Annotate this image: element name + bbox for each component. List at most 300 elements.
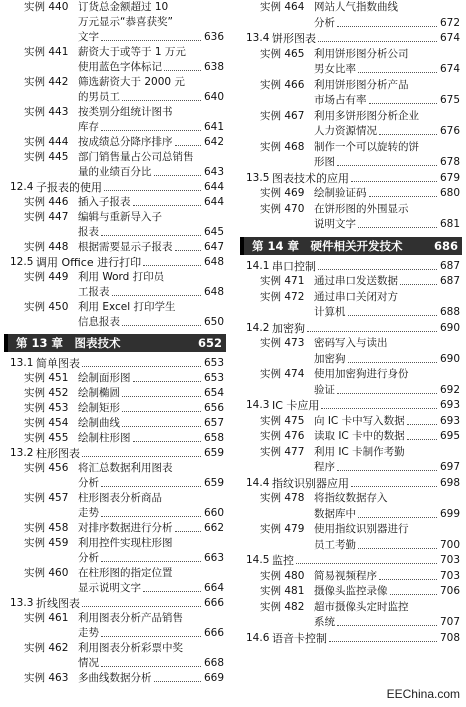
entry-page-number: 693 (439, 414, 460, 427)
entry-title: 男女比率 (314, 63, 356, 75)
toc-entry[interactable] (240, 78, 462, 93)
entry-page-number: 636 (203, 31, 224, 43)
toc-entry[interactable] (4, 210, 226, 225)
entry-title: 工报表 (78, 286, 110, 298)
watermark: EEChina.com (386, 687, 460, 701)
dot-leader (101, 561, 201, 562)
entry-page-number: 656 (203, 402, 224, 414)
toc-entry[interactable] (240, 155, 462, 170)
toc-entry[interactable] (240, 414, 462, 429)
dot-leader (122, 100, 201, 101)
entry-title: 绘制矩形 (78, 402, 120, 414)
dot-leader (133, 441, 201, 442)
toc-entry[interactable] (4, 656, 226, 671)
dot-leader (101, 486, 201, 487)
entry-label: 实例 470 (260, 202, 305, 215)
dot-leader (122, 396, 201, 397)
entry-title: 编辑与重新导入子 (78, 211, 162, 223)
toc-entry[interactable] (240, 491, 462, 506)
toc-entry[interactable] (240, 383, 462, 398)
chapter-page: 686 (433, 238, 458, 253)
entry-title: 饼形图表 (272, 32, 316, 45)
entry-title: 加密狗 (314, 352, 346, 365)
dot-leader (143, 591, 201, 592)
entry-page-number: 674 (439, 32, 460, 44)
toc-entry[interactable] (240, 352, 462, 367)
dot-leader (164, 70, 201, 71)
toc-entry[interactable] (4, 536, 226, 551)
entry-page-number: 679 (439, 171, 460, 184)
entry-title: 情况 (78, 657, 99, 669)
entry-label: 实例 464 (260, 1, 305, 13)
entry-title: 筛选薪资大于 2000 元 (78, 76, 185, 88)
toc-section-entry[interactable] (4, 446, 226, 461)
toc-entry[interactable] (240, 429, 462, 444)
entry-title: 分析 (78, 552, 99, 564)
dot-leader (379, 579, 437, 580)
entry-title: 利用 IC 卡制作考勤 (314, 445, 405, 458)
entry-label: 实例 453 (24, 402, 69, 414)
toc-entry[interactable] (240, 16, 462, 31)
entry-title: 文字 (78, 31, 99, 43)
dot-leader (112, 295, 201, 296)
entry-page-number: 664 (203, 582, 224, 594)
dot-leader (337, 470, 437, 471)
dot-leader (101, 666, 201, 667)
toc-entry[interactable] (4, 671, 226, 686)
entry-label: 实例 482 (260, 600, 305, 613)
entry-label: 12.5 (10, 256, 34, 268)
entry-label: 实例 459 (24, 537, 69, 549)
toc-entry[interactable] (240, 140, 462, 155)
entry-title: 利用控件实现柱形图 (78, 537, 173, 549)
entry-label: 实例 480 (260, 569, 305, 582)
dot-leader (407, 439, 437, 440)
entry-label: 实例 445 (24, 151, 69, 163)
toc-entry[interactable] (4, 45, 226, 60)
entry-label: 13.4 (246, 32, 270, 44)
entry-page-number: 681 (439, 218, 460, 230)
entry-title: 在饼形图的外围显示 (314, 202, 409, 215)
toc-entry[interactable] (240, 600, 462, 615)
toc-section-entry[interactable] (4, 255, 226, 270)
entry-page-number: 650 (203, 316, 224, 328)
entry-label: 实例 474 (260, 368, 305, 380)
entry-page-number: 676 (439, 125, 460, 137)
dot-leader (369, 196, 437, 197)
entry-title: 向 IC 卡中写入数据 (314, 414, 405, 427)
toc-entry[interactable] (4, 75, 226, 90)
toc-entry[interactable] (4, 150, 226, 165)
entry-page-number: 666 (203, 597, 224, 609)
entry-label: 实例 458 (24, 522, 69, 534)
entry-title: 利用 Word 打印员 (78, 271, 165, 283)
toc-entry[interactable] (4, 120, 226, 135)
entry-label: 实例 444 (24, 136, 69, 148)
entry-title: 万元显示“恭喜获奖” (78, 16, 173, 28)
entry-title: 多曲线数据分析 (78, 672, 152, 684)
toc-section-entry[interactable] (4, 596, 226, 611)
entry-label: 实例 456 (24, 462, 69, 474)
toc-entry[interactable] (4, 566, 226, 581)
dot-leader (348, 362, 437, 363)
dot-leader (337, 26, 437, 27)
toc-entry[interactable] (4, 315, 226, 330)
dot-leader (175, 145, 201, 146)
entry-page-number: 672 (439, 16, 460, 29)
toc-entry[interactable] (240, 274, 462, 289)
toc-entry[interactable] (4, 30, 226, 45)
toc-section-entry[interactable] (240, 398, 462, 413)
dot-leader (358, 72, 437, 73)
chapter-heading[interactable] (8, 334, 226, 352)
entry-title: 使用蓝色字体标记 (78, 61, 162, 73)
toc-entry[interactable] (4, 300, 226, 315)
entry-label: 13.3 (10, 597, 34, 609)
toc-entry[interactable] (240, 367, 462, 382)
entry-label: 14.2 (246, 321, 270, 334)
toc-entry[interactable] (240, 445, 462, 460)
entry-label: 14.4 (246, 476, 270, 489)
entry-label: 14.6 (246, 631, 270, 644)
dot-leader (101, 516, 201, 517)
dot-leader (348, 315, 437, 316)
entry-page-number: 690 (439, 352, 460, 365)
entry-label: 实例 481 (260, 585, 305, 597)
entry-page-number: 700 (439, 538, 460, 551)
entry-page-number: 698 (439, 476, 460, 489)
toc-entry[interactable] (4, 506, 226, 521)
dot-leader (321, 408, 437, 409)
entry-title: 绘制椭圆 (78, 387, 120, 399)
entry-page-number: 706 (439, 585, 460, 597)
toc-entry[interactable] (4, 491, 226, 506)
entry-label: 实例 466 (260, 78, 305, 91)
entry-title: 按成绩总分降序排序 (78, 136, 173, 148)
entry-title: 将指纹数据存入 (314, 492, 388, 504)
entry-title: 部门销售量占公司总销售 (78, 151, 194, 163)
entry-label: 实例 447 (24, 211, 69, 223)
entry-title: 量的业绩百分比 (78, 166, 152, 178)
entry-label: 实例 441 (24, 46, 69, 58)
entry-title: 程序 (314, 461, 335, 473)
entry-page-number: 657 (203, 417, 224, 429)
toc-section-entry[interactable] (240, 321, 462, 336)
entry-title: 使用加密狗进行身份 (314, 368, 409, 380)
entry-label: 实例 460 (24, 567, 69, 579)
dot-leader (400, 284, 437, 285)
entry-title: 利用图表分析彩票中奖 (78, 642, 183, 654)
entry-title: 绘制验证码 (314, 187, 367, 199)
toc-entry[interactable] (240, 584, 462, 599)
entry-title: 将汇总数据利用图表 (78, 462, 173, 474)
chapter-title: 第 14 章 硬件相关开发技术 (252, 238, 403, 253)
toc-entry[interactable] (4, 285, 226, 300)
toc-entry[interactable] (240, 507, 462, 522)
toc-entry[interactable] (4, 626, 226, 641)
entry-page-number: 666 (203, 627, 224, 639)
entry-title: 根据需要显示子报表 (78, 241, 173, 253)
entry-label: 实例 463 (24, 672, 69, 684)
entry-page-number: 675 (439, 94, 460, 106)
toc-entry[interactable] (4, 225, 226, 240)
toc-entry[interactable] (240, 460, 462, 475)
entry-label: 实例 450 (24, 301, 69, 313)
entry-page-number: 662 (203, 522, 224, 534)
toc-entry[interactable] (240, 0, 462, 15)
toc-entry[interactable] (4, 135, 226, 150)
dot-leader (122, 426, 201, 427)
toc-entry[interactable] (4, 461, 226, 476)
toc-entry[interactable] (240, 217, 462, 232)
toc-entry[interactable] (240, 305, 462, 320)
toc-entry[interactable] (4, 611, 226, 626)
entry-title: 人力资源情况 (314, 125, 377, 137)
dot-leader (104, 190, 201, 191)
entry-title: 系统 (314, 616, 335, 628)
dot-leader (379, 134, 437, 135)
entry-label: 实例 476 (260, 430, 305, 442)
entry-title: 通过串口发送数据 (314, 275, 398, 287)
entry-label: 14.5 (246, 554, 270, 566)
entry-title: 薪资大于或等于 1 万元 (78, 46, 186, 58)
entry-title: 利用多饼形图分析企业 (314, 109, 419, 122)
entry-label: 实例 465 (260, 47, 305, 60)
entry-label: 实例 469 (260, 187, 305, 199)
dot-leader (337, 165, 437, 166)
toc-section-entry[interactable] (240, 631, 462, 646)
toc-entry[interactable] (4, 476, 226, 491)
entry-page-number: 687 (439, 259, 460, 272)
chapter-bar (4, 334, 8, 352)
dot-leader (307, 331, 437, 332)
toc-section-entry[interactable] (240, 259, 462, 274)
entry-title: 使用指纹识别器进行 (314, 523, 409, 535)
entry-label: 实例 443 (24, 106, 69, 118)
entry-title: 走势 (78, 507, 99, 519)
chapter-bar (240, 237, 244, 255)
toc-entry[interactable] (4, 521, 226, 536)
dot-leader (101, 636, 201, 637)
toc-entry[interactable] (240, 124, 462, 139)
entry-title: IC 卡应用 (272, 399, 320, 412)
entry-page-number: 659 (203, 447, 224, 459)
entry-page-number: 645 (203, 226, 224, 238)
dot-leader (390, 594, 437, 595)
toc-entry[interactable] (240, 109, 462, 124)
dot-leader (133, 381, 201, 382)
entry-page-number: 688 (439, 306, 460, 318)
chapter-heading[interactable] (244, 237, 462, 255)
dot-leader (329, 641, 437, 642)
entry-page-number: 678 (439, 156, 460, 168)
entry-title: 调用 Office 进行打印 (36, 256, 142, 269)
entry-title: 说明文字 (314, 218, 356, 230)
entry-page-number: 654 (203, 387, 224, 399)
entry-label: 实例 449 (24, 271, 69, 283)
entry-page-number: 697 (439, 461, 460, 473)
toc-entry[interactable] (240, 62, 462, 77)
entry-title: 走势 (78, 627, 99, 639)
toc-entry[interactable] (240, 202, 462, 217)
dot-leader (318, 269, 437, 270)
entry-page-number: 669 (203, 672, 224, 684)
entry-title: 串口控制 (272, 259, 316, 273)
dot-leader (154, 175, 201, 176)
entry-title: 语音卡控制 (272, 631, 327, 645)
entry-page-number: 674 (439, 63, 460, 75)
entry-title: 在柱形图的指定位置 (78, 567, 173, 579)
entry-title: 验证 (314, 383, 335, 396)
entry-label: 实例 457 (24, 492, 69, 504)
toc-section-entry[interactable] (240, 553, 462, 568)
toc-entry[interactable] (240, 290, 462, 305)
entry-title: 折线图表 (36, 597, 80, 610)
entry-title: 简单图表 (36, 357, 80, 370)
dot-leader (337, 393, 437, 394)
entry-title: 利用饼形图分析产品 (314, 78, 409, 91)
entry-title: 图表技术的应用 (272, 171, 349, 185)
toc-entry[interactable] (4, 270, 226, 285)
entry-title: 读取 IC 卡中的数据 (314, 430, 405, 442)
dot-leader (101, 40, 201, 41)
entry-label: 实例 467 (260, 109, 305, 122)
entry-label: 实例 475 (260, 414, 305, 427)
toc-entry[interactable] (4, 416, 226, 431)
toc-entry[interactable] (4, 371, 226, 386)
entry-page-number: 644 (203, 181, 224, 193)
entry-label: 实例 452 (24, 387, 69, 399)
entry-title: 通过串口关闭对方 (314, 290, 398, 303)
dot-leader (318, 41, 437, 42)
toc-entry[interactable] (4, 105, 226, 120)
toc-entry[interactable] (4, 15, 226, 30)
entry-label: 实例 455 (24, 432, 69, 444)
toc-entry[interactable] (240, 47, 462, 62)
entry-page-number: 648 (203, 256, 224, 268)
toc-entry[interactable] (4, 551, 226, 566)
toc-entry[interactable] (4, 60, 226, 75)
dot-leader (369, 103, 437, 104)
entry-title: 显示说明文字 (78, 582, 141, 594)
entry-title: 利用图表分析产品销售 (78, 612, 183, 624)
dot-leader (358, 517, 437, 518)
entry-title: 密码写入与读出 (314, 337, 388, 349)
entry-page-number: 643 (203, 166, 224, 178)
dot-leader (351, 181, 437, 182)
toc-entry[interactable] (4, 401, 226, 416)
dot-leader (122, 325, 201, 326)
entry-page-number: 699 (439, 507, 460, 520)
dot-leader (351, 486, 437, 487)
entry-title: 简易视频程序 (314, 569, 377, 582)
entry-title: 柱形图表分析商品 (78, 492, 162, 504)
toc-entry[interactable] (240, 615, 462, 630)
entry-title: 监控 (272, 554, 294, 567)
toc-section-entry[interactable] (240, 171, 462, 186)
entry-label: 实例 462 (24, 642, 69, 654)
dot-leader (175, 531, 201, 532)
entry-page-number: 658 (203, 432, 224, 444)
entry-label: 实例 478 (260, 492, 305, 504)
dot-leader (337, 625, 437, 626)
toc-entry[interactable] (4, 90, 226, 105)
entry-label: 实例 468 (260, 140, 305, 153)
entry-title: 利用饼形图分析公司 (314, 47, 409, 60)
toc-entry[interactable] (4, 431, 226, 446)
dot-leader (101, 130, 201, 131)
entry-page-number: 647 (203, 241, 224, 253)
entry-page-number: 703 (439, 569, 460, 582)
toc-section-entry[interactable] (240, 476, 462, 491)
entry-label: 实例 473 (260, 337, 305, 349)
toc-entry[interactable] (4, 240, 226, 255)
entry-title: 市场占有率 (314, 94, 367, 106)
entry-label: 14.3 (246, 399, 270, 411)
toc-entry[interactable] (4, 165, 226, 180)
entry-label: 实例 448 (24, 241, 69, 253)
entry-title: 按类别分组统计图书 (78, 106, 173, 118)
toc-section-entry[interactable] (4, 356, 226, 371)
toc-entry[interactable] (240, 538, 462, 553)
chapter-page: 652 (197, 336, 222, 350)
entry-page-number: 653 (203, 357, 224, 369)
entry-title: 形图 (314, 156, 335, 168)
entry-label: 实例 440 (24, 1, 69, 13)
dot-leader (101, 235, 201, 236)
toc-entry[interactable] (240, 336, 462, 351)
toc-section-entry[interactable] (240, 31, 462, 46)
entry-title: 对排序数据进行分析 (78, 522, 173, 534)
toc-entry[interactable] (240, 186, 462, 201)
entry-page-number: 638 (203, 61, 224, 73)
entry-title: 利用 Excel 打印学生 (78, 301, 176, 313)
toc-entry[interactable] (4, 386, 226, 401)
entry-page-number: 707 (439, 616, 460, 628)
entry-page-number: 703 (439, 554, 460, 566)
entry-page-number: 640 (203, 91, 224, 103)
entry-title: 制作一个可以旋转的饼 (314, 140, 419, 153)
toc-entry[interactable] (240, 93, 462, 108)
entry-title: 分析 (78, 477, 99, 489)
toc-entry[interactable] (240, 522, 462, 537)
toc-section-entry[interactable] (4, 180, 226, 195)
toc-entry[interactable] (4, 195, 226, 210)
entry-title: 员工考勤 (314, 538, 356, 551)
dot-leader (358, 548, 437, 549)
entry-title: 加密狗 (272, 321, 305, 335)
entry-label: 实例 471 (260, 275, 305, 287)
toc-entry[interactable] (4, 641, 226, 656)
entry-title: 网站人气指数曲线 (314, 1, 398, 13)
entry-page-number: 659 (203, 477, 224, 489)
entry-label: 实例 442 (24, 76, 69, 88)
entry-label: 实例 446 (24, 196, 69, 208)
toc-entry[interactable] (4, 581, 226, 596)
entry-title: 指纹识别器应用 (272, 476, 349, 490)
entry-label: 实例 477 (260, 445, 305, 458)
entry-title: 绘制曲线 (78, 417, 120, 429)
entry-label: 实例 479 (260, 523, 305, 535)
toc-entry[interactable] (4, 0, 226, 15)
entry-title: 柱形图表 (36, 447, 80, 460)
entry-title: 子报表的使用 (36, 181, 102, 194)
dot-leader (154, 681, 201, 682)
entry-page-number: 641 (203, 121, 224, 133)
toc-entry[interactable] (240, 569, 462, 584)
dot-leader (82, 456, 201, 457)
entry-title: 绘制面形图 (78, 372, 131, 384)
